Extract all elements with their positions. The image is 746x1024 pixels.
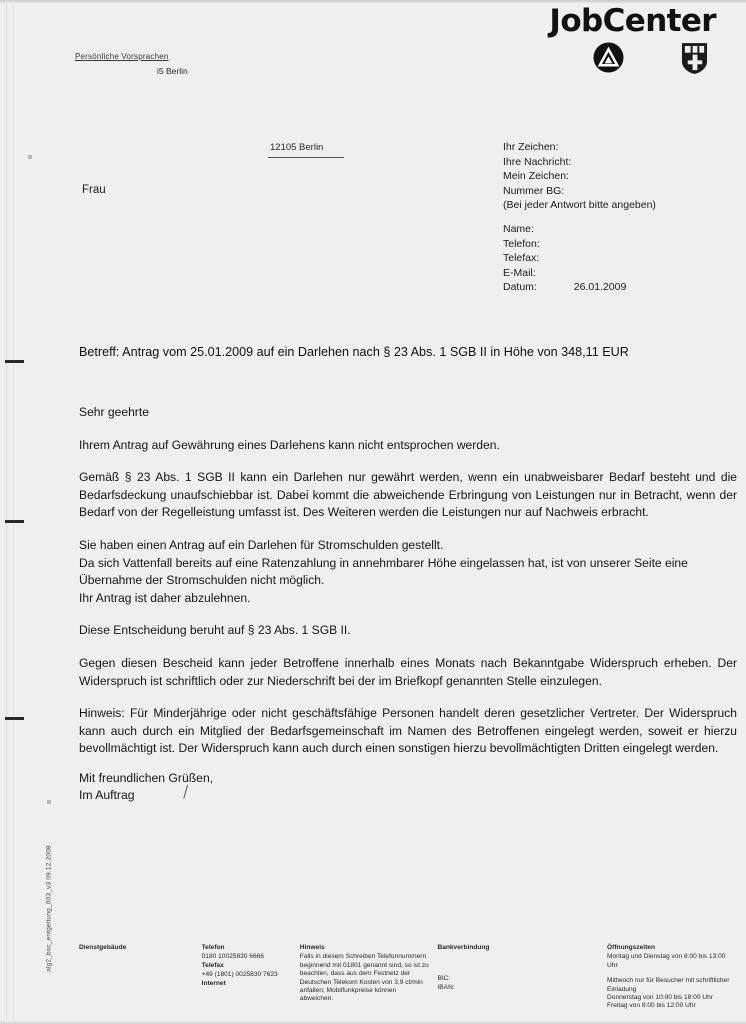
paragraph-rejection: Ihrem Antrag auf Gewährung eines Darlehens kann nicht entsprochen werden. (79, 437, 500, 452)
ref-label: Name: (503, 222, 534, 235)
ref-label: Nummer BG: (503, 184, 565, 197)
recipient-salutation: Frau (82, 184, 106, 196)
paragraph-widerspruch: Gegen diesen Bescheid kann jeder Betroffene innerhalb eines Monats nach Bekanntgabe Widerspruch erheben. Der Widerspruch ist schriftlich oder zur Niederschrift bei der im Briefkopf genannten Stelle einzulegen. (79, 655, 737, 688)
arbeitsagentur-triangle-icon (593, 42, 624, 78)
footer-heading-oeffnungszeiten: Öffnungszeiten (607, 944, 656, 951)
berlin-coat-of-arms-icon (681, 42, 708, 80)
ref-spacer (503, 213, 656, 222)
footer-value-telefax: +49 (1801) 0025830 7623 (201, 971, 278, 979)
fold-mark-lower (5, 717, 24, 720)
closing-im-auftrag: Im Auftrag (79, 788, 135, 802)
jobcenter-logo (549, 3, 716, 80)
footer-col-oeffnungszeiten (607, 944, 739, 1011)
stromschulden-line-2: Da sich Vattenfall bereits auf eine Ratenzahlung in annehmbarer Höhe eingelassen hat, ist von unserer Seite eine Übernahme der Stromschulden nicht möglich. (79, 555, 688, 588)
sender-city-underline (268, 157, 344, 158)
document-id-vertical: alg2_bsc_entgeltung_003_v3 09.12.2008 (45, 845, 53, 972)
scan-edge-bottom (0, 1020, 746, 1024)
fold-mark-upper (5, 360, 24, 363)
vorsprachen-location: i5 Berlin (157, 66, 188, 76)
footer-label-internet: Internet (201, 979, 226, 987)
paragraph-hinweis-vertreter: Hinweis: Für Minderjährige oder nicht geschäftsfähige Personen handelt deren gesetzlicher Vertreter. Der Widerspruch kann auch durch ein Mitglied der Bedarfsgemeinschaft im Namen des Betroffenen eingelegt werden, soweit er hierzu bevollmächtigt ist. Der Widerspruch kann auch durch einen sonstigen hierzu bevollmächtigten Dritten eingelegt werden. (79, 706, 737, 756)
paragraph-legal-basis: Gemäß § 23 Abs. 1 SGB II kann ein Darlehen nur gewährt werden, wenn ein unabweisbarer Bedarf besteht und die Bedarfsdeckung unaufschiebbar ist. Dabei kommt die abweichende Erbringung von Leistungen nur in Betracht, wenn der Bedarf von der Regelleistung umfasst ist. Des Weiteren werden die Leistungen nur auf Nachweis erbracht. (79, 470, 737, 520)
footer-label-bic: BIC: (437, 975, 451, 983)
footer-value-telefon: 0180 10025830 6666 (201, 953, 264, 961)
footer-text-hinweis: Falls in diesem Schreiben Telefonnummern beginnend mit 01801 genannt sind, so ist zu beachten, dass aus dem Festnetz der Deutschen Telekom Kosten von 3,9 ct/min anfallen; Mobilfunkpreise können abweichen. (299, 953, 429, 1003)
scan-edge-left-inner (13, 0, 14, 1024)
scan-speck-lower-left (47, 800, 51, 804)
footer-heading-bankverbindung: Bankverbindung (437, 944, 490, 951)
ref-row-telefax (503, 251, 656, 266)
ref-label: Mein Zeichen: (503, 170, 569, 183)
ref-label: E-Mail: (503, 266, 536, 279)
ref-value-datum: 26.01.2009 (573, 281, 627, 294)
ref-row-nummer-bg (503, 184, 656, 199)
footer-label-telefon: Telefon (201, 944, 225, 951)
footer-bank-spacer (437, 953, 599, 975)
ref-label: Ihre Nachricht: (503, 155, 572, 168)
vorsprachen-block (75, 52, 188, 76)
footer-col-hinweis (300, 944, 438, 1011)
ref-row-mein-zeichen (503, 169, 656, 184)
ref-row-datum (503, 280, 656, 295)
scan-speck-left (28, 155, 32, 159)
scan-edge-left (6, 0, 7, 1024)
betreff-line: Betreff: Antrag vom 25.01.2009 auf ein Darlehen nach § 23 Abs. 1 SGB II in Höhe von 348,11 EUR (79, 345, 629, 359)
paragraph-decision-basis: Diese Entscheidung beruht auf § 23 Abs. 1 SGB II. (79, 623, 351, 638)
ref-label: Datum: (503, 281, 537, 294)
footer-col-dienstgebaeude (79, 944, 202, 1011)
fold-mark-middle (5, 520, 24, 523)
footer-hours-spacer (607, 970, 731, 977)
ref-label: Telefax: (503, 252, 540, 265)
letter-body (79, 404, 737, 773)
footer-hours-line-3: Donnerstag von 10:00 bis 18:00 Uhr (607, 994, 713, 1002)
paragraph-stromschulden (79, 537, 737, 607)
ref-row-ihre-nachricht (503, 155, 656, 170)
footer-heading-dienstgebaeude: Dienstgebäude (79, 944, 127, 951)
stromschulden-line-3: Ihr Antrag ist daher abzulehnen. (79, 590, 251, 605)
ref-row-name (503, 222, 656, 237)
ref-label: Telefon: (503, 237, 540, 250)
footer-col-kontakt (202, 944, 300, 1011)
ref-row-email (503, 266, 656, 281)
ref-row-ihr-zeichen (503, 140, 656, 155)
vorsprachen-title: Persönliche Vorsprachen (75, 52, 169, 61)
footer-label-iban: IBAN: (437, 983, 455, 991)
reference-block (503, 140, 656, 295)
footer-hours-line-4: Freitag von 8:00 bis 12:00 Uhr (607, 1002, 696, 1010)
ref-row-telefon (503, 237, 656, 252)
footer-hours-line-1: Montag und Dienstag von 8:00 bis 13:00 Uhr (607, 953, 726, 969)
ref-note-antwort: (Bei jeder Antwort bitte angeben) (503, 199, 656, 212)
logo-marks-row (549, 42, 716, 80)
footer-label-telefax: Telefax (201, 961, 224, 969)
footer-col-bankverbindung (437, 944, 607, 1011)
closing-greeting: Mit freundlichen Grüßen, (79, 771, 214, 785)
footer-hours-line-2: Mittwoch nur für Besucher mit schriftlicher Einladung (607, 977, 730, 993)
jobcenter-wordmark: JobCenter (549, 3, 716, 39)
letter-footer (79, 944, 739, 1011)
ref-label: Ihr Zeichen: (503, 141, 559, 153)
footer-heading-hinweis: Hinweis (299, 944, 325, 951)
sender-city-line: 12105 Berlin (270, 142, 324, 153)
stromschulden-line-1: Sie haben einen Antrag auf ein Darlehen für Stromschulden gestellt. (79, 537, 444, 552)
salutation: Sehr geehrte (79, 405, 149, 419)
